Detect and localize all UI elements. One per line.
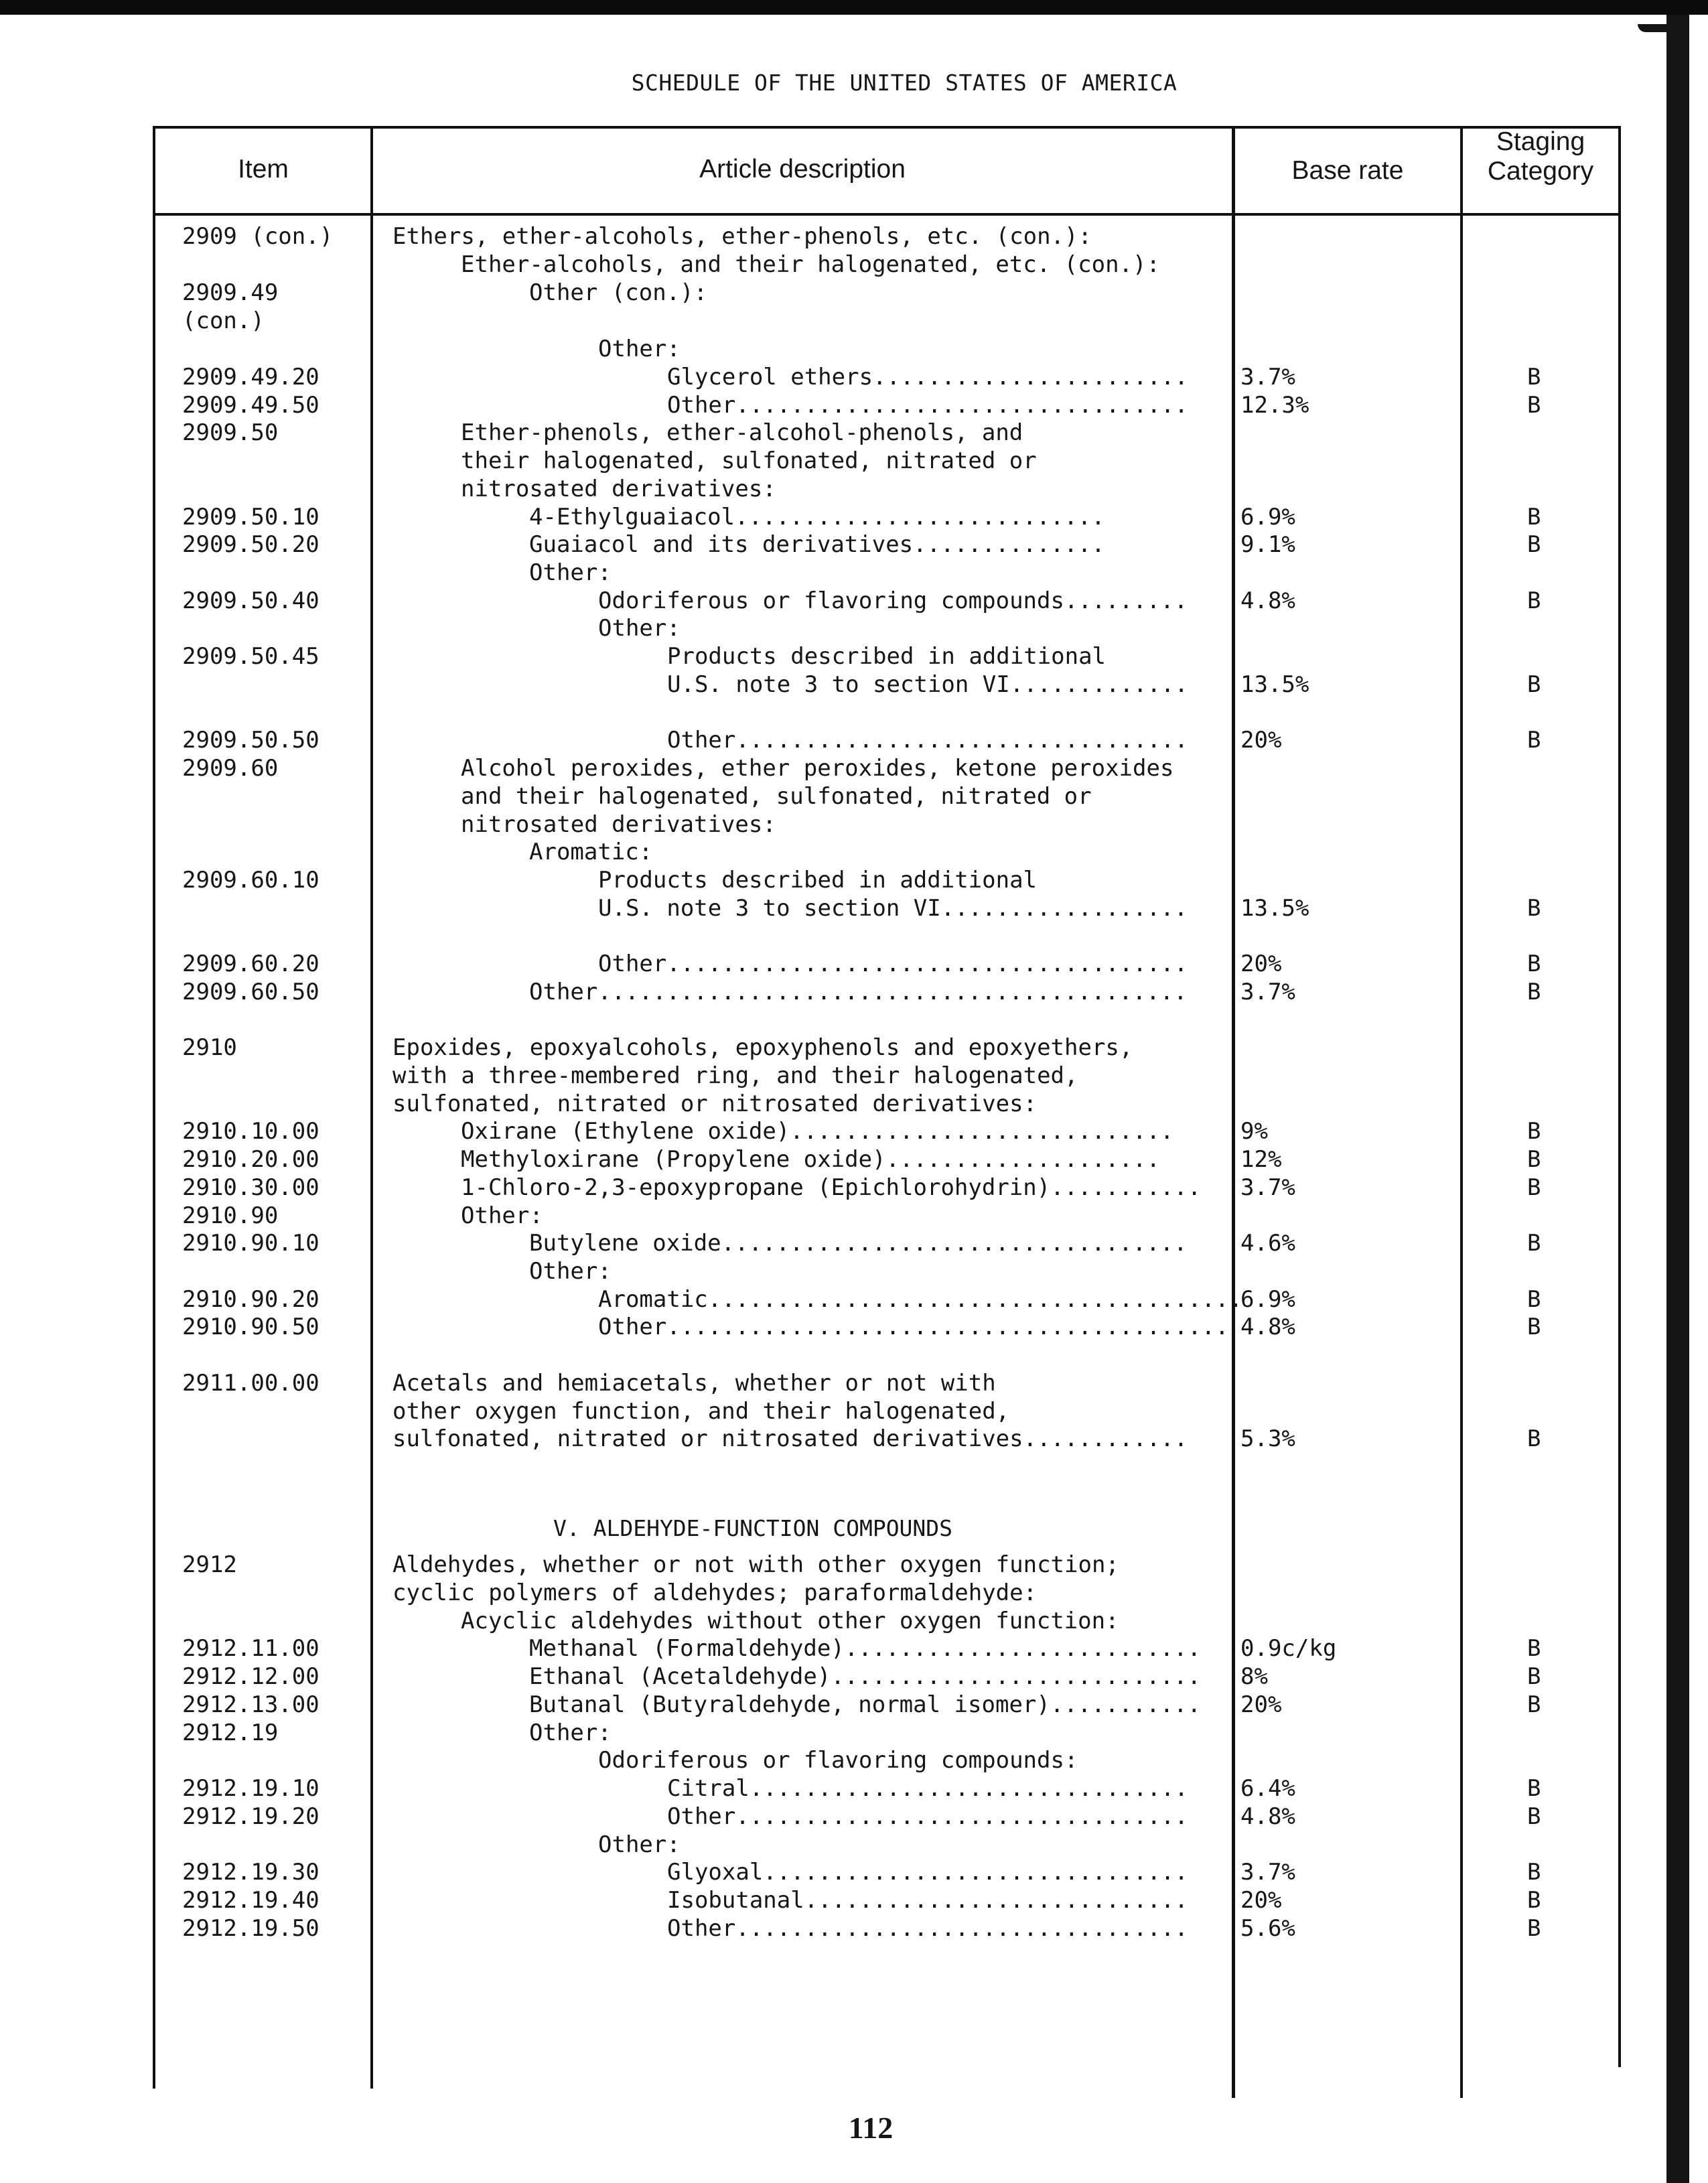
staging-category: B: [1527, 1314, 1541, 1340]
table-row: [0, 447, 1708, 475]
item-code: 2912.19.30: [182, 1859, 319, 1886]
item-code: 2909.60: [182, 755, 279, 782]
article-description: their halogenated, sulfonated, nitrated or: [461, 447, 1037, 474]
item-code: 2910.30.00: [182, 1174, 319, 1201]
table-row: [0, 1607, 1708, 1635]
item-code: 2912.13.00: [182, 1691, 319, 1718]
base-rate: 4.8%: [1240, 1314, 1295, 1340]
table-row: [0, 811, 1708, 839]
staging-category: B: [1527, 895, 1541, 922]
base-rate: 8%: [1240, 1663, 1268, 1690]
header-staging-line2: Category: [1487, 157, 1594, 186]
table-row: [0, 1257, 1708, 1285]
table-row: [0, 671, 1708, 699]
staging-category: B: [1527, 1174, 1541, 1201]
article-description: Ethanal (Acetaldehyde)...........................: [529, 1663, 1202, 1690]
base-rate: 3.7%: [1240, 979, 1295, 1005]
article-description: Ether-phenols, ether-alcohol-phenols, and: [461, 419, 1023, 446]
table-row: [0, 503, 1708, 531]
table-row: [0, 1803, 1708, 1831]
item-code: 2912.19.50: [182, 1915, 319, 1942]
item-code: (con.): [182, 307, 265, 334]
staging-category: B: [1527, 1803, 1541, 1830]
table-row: [0, 391, 1708, 419]
article-description: Oxirane (Ethylene oxide)............................: [461, 1118, 1174, 1145]
article-description: Other:: [598, 336, 681, 362]
staging-category: B: [1527, 1775, 1541, 1802]
item-code: 2909.50.10: [182, 504, 319, 531]
table-row: [0, 307, 1708, 335]
item-code: 2909.60.10: [182, 867, 319, 894]
staging-category: B: [1527, 587, 1541, 614]
table-row: [0, 1090, 1708, 1118]
staging-category: B: [1527, 1663, 1541, 1690]
item-code: 2912.19: [182, 1719, 279, 1746]
article-description: and their halogenated, sulfonated, nitrated or: [461, 783, 1092, 810]
article-description: Butylene oxide..................................: [529, 1230, 1188, 1257]
table-row: [0, 838, 1708, 866]
table-row: [0, 251, 1708, 279]
article-description: Products described in additional: [598, 867, 1038, 894]
item-code: 2912: [182, 1551, 237, 1578]
article-description: Glycerol ethers.......................: [667, 364, 1188, 391]
article-description: Acyclic aldehydes without other oxygen function:: [461, 1608, 1119, 1634]
base-rate: 20%: [1240, 1691, 1282, 1718]
base-rate: 6.9%: [1240, 504, 1295, 531]
table-row: [0, 1369, 1708, 1397]
item-code: 2909.60.50: [182, 979, 319, 1005]
item-code: 2910.20.00: [182, 1146, 319, 1173]
article-description: Other:: [461, 1202, 543, 1229]
article-description: cyclic polymers of aldehydes; paraformaldehyde:: [393, 1579, 1038, 1606]
table-row: [0, 1551, 1708, 1579]
base-rate: 13.5%: [1240, 671, 1309, 698]
header-article-description: Article description: [699, 155, 906, 184]
table-row: [0, 559, 1708, 587]
header-staging-category: [1463, 127, 1618, 186]
table-row: [0, 1285, 1708, 1314]
table-row: [0, 222, 1708, 251]
table-row: [0, 1202, 1708, 1230]
article-description: Other.........................................: [598, 1314, 1229, 1340]
base-rate: 12%: [1240, 1146, 1282, 1173]
table-row: [0, 531, 1708, 559]
header-staging-line1: Staging: [1496, 127, 1585, 156]
article-description: sulfonated, nitrated or nitrosated derivatives............: [393, 1425, 1188, 1452]
header-item: Item: [238, 155, 289, 184]
staging-category: B: [1527, 1286, 1541, 1313]
base-rate: 3.7%: [1240, 364, 1295, 391]
table-row: [0, 754, 1708, 782]
item-code: 2910.90: [182, 1202, 279, 1229]
article-description: Other......................................: [598, 950, 1188, 977]
table-row: [0, 1579, 1708, 1607]
item-code: 2912.19.20: [182, 1803, 319, 1830]
item-code: 2909.49.50: [182, 392, 319, 419]
item-code: 2912.19.40: [182, 1887, 319, 1914]
table-row: [0, 1719, 1708, 1747]
article-description: Ether-alcohols, and their halogenated, etc. (con.):: [461, 251, 1160, 278]
staging-category: B: [1527, 1859, 1541, 1886]
article-description: Isobutanal............................: [667, 1887, 1188, 1914]
item-code: 2909.50.40: [182, 587, 319, 614]
article-description: Aromatic:: [529, 839, 653, 865]
article-description: Products described in additional: [667, 643, 1107, 670]
table-row: [0, 1746, 1708, 1774]
item-code: 2910.90.50: [182, 1314, 319, 1340]
staging-category: B: [1527, 671, 1541, 698]
table-row: [0, 587, 1708, 615]
table-row: [0, 1397, 1708, 1425]
item-code: 2911.00.00: [182, 1370, 319, 1397]
item-code: 2909 (con.): [182, 223, 334, 250]
table-row: [0, 950, 1708, 978]
article-description: 4-Ethylguaiacol...........................: [529, 504, 1105, 531]
article-description: Butanal (Butyraldehyde, normal isomer)...........: [529, 1691, 1202, 1718]
table-row: [0, 1634, 1708, 1663]
table-row: [0, 866, 1708, 894]
staging-category: B: [1527, 1425, 1541, 1452]
article-description: Aromatic.......................................: [598, 1286, 1243, 1313]
table-row: [0, 419, 1708, 447]
article-description: Other:: [598, 1831, 681, 1858]
staging-category: B: [1527, 1887, 1541, 1914]
table-row: [0, 1062, 1708, 1090]
table-row: [0, 782, 1708, 811]
table-row: [0, 1117, 1708, 1145]
article-description: Alcohol peroxides, ether peroxides, ketone peroxides: [461, 755, 1174, 782]
table-row: [0, 894, 1708, 922]
article-description: sulfonated, nitrated or nitrosated derivatives:: [393, 1090, 1038, 1117]
article-description: Other:: [529, 1719, 612, 1746]
item-code: 2912.19.10: [182, 1775, 319, 1802]
staging-category: B: [1527, 504, 1541, 531]
item-code: 2909.49: [182, 279, 279, 306]
article-description: Other:: [529, 1258, 612, 1285]
page-number: 112: [848, 2111, 894, 2145]
item-code: 2909.50.20: [182, 531, 319, 558]
staging-category: B: [1527, 1635, 1541, 1662]
base-rate: 6.9%: [1240, 1286, 1295, 1313]
table-row: [0, 1831, 1708, 1859]
base-rate: 20%: [1240, 950, 1282, 977]
article-description: Other:: [529, 559, 612, 586]
table-row: [0, 1229, 1708, 1257]
staging-category: B: [1527, 1146, 1541, 1173]
article-description: with a three-membered ring, and their halogenated,: [393, 1062, 1078, 1089]
table-row: [0, 1858, 1708, 1886]
table-row: [0, 279, 1708, 307]
table-row: [0, 1145, 1708, 1174]
table-row: [0, 726, 1708, 754]
staging-category: B: [1527, 1118, 1541, 1145]
item-code: 2910.10.00: [182, 1118, 319, 1145]
item-code: 2909.50.50: [182, 727, 319, 754]
article-description: Epoxides, epoxyalcohols, epoxyphenols and epoxyethers,: [393, 1034, 1133, 1061]
article-description: U.S. note 3 to section VI..................: [598, 895, 1188, 922]
staging-category: B: [1527, 1230, 1541, 1257]
article-description: Other.................................: [667, 1803, 1188, 1830]
item-code: 2909.49.20: [182, 364, 319, 391]
article-description: Other.................................: [667, 392, 1188, 419]
staging-category: B: [1527, 727, 1541, 754]
base-rate: 20%: [1240, 727, 1282, 754]
base-rate: 3.7%: [1240, 1859, 1295, 1886]
item-code: 2909.50.45: [182, 643, 319, 670]
table-row: [0, 1034, 1708, 1062]
article-description: Guaiacol and its derivatives..............: [529, 531, 1105, 558]
item-code: 2909.60.20: [182, 950, 319, 977]
base-rate: 4.6%: [1240, 1230, 1295, 1257]
base-rate: 20%: [1240, 1887, 1282, 1914]
base-rate: 4.8%: [1240, 587, 1295, 614]
table-row: [0, 335, 1708, 363]
table-row: [0, 1691, 1708, 1719]
article-description: nitrosated derivatives:: [461, 811, 776, 838]
table-row: [0, 1914, 1708, 1943]
item-code: 2910: [182, 1034, 237, 1061]
item-code: 2912.12.00: [182, 1663, 319, 1690]
article-description: Other.................................: [667, 1915, 1188, 1942]
base-rate: 0.9c/kg: [1240, 1635, 1337, 1662]
staging-category: B: [1527, 531, 1541, 558]
table-row: [0, 363, 1708, 391]
article-description: Glyoxal...............................: [667, 1859, 1188, 1886]
base-rate: 6.4%: [1240, 1775, 1295, 1802]
table-row: [0, 642, 1708, 671]
article-description: Other:: [598, 615, 681, 642]
article-description: Methanal (Formaldehyde)..........................: [529, 1635, 1202, 1662]
table-row: [0, 1313, 1708, 1341]
article-description: Odoriferous or flavoring compounds:: [598, 1747, 1078, 1774]
table-row: [0, 1774, 1708, 1803]
table-row: [0, 1886, 1708, 1914]
section-heading: V. ALDEHYDE-FUNCTION COMPOUNDS: [553, 1515, 953, 1541]
item-code: 2910.90.20: [182, 1286, 319, 1313]
base-rate: 5.3%: [1240, 1425, 1295, 1452]
base-rate: 3.7%: [1240, 1174, 1295, 1201]
article-description: Odoriferous or flavoring compounds.........: [598, 587, 1188, 614]
staging-category: B: [1527, 1691, 1541, 1718]
article-description: Other...........................................: [529, 979, 1188, 1005]
article-description: Methyloxirane (Propylene oxide)....................: [461, 1146, 1160, 1173]
base-rate: 13.5%: [1240, 895, 1309, 922]
table-row: [0, 475, 1708, 503]
article-description: nitrosated derivatives:: [461, 476, 776, 502]
article-description: Ethers, ether-alcohols, ether-phenols, etc. (con.):: [393, 223, 1092, 250]
article-description: Aldehydes, whether or not with other oxygen function;: [393, 1551, 1119, 1578]
article-description: other oxygen function, and their halogenated,: [393, 1398, 1010, 1425]
staging-category: B: [1527, 392, 1541, 419]
article-description: U.S. note 3 to section VI.............: [667, 671, 1188, 698]
item-code: 2909.50: [182, 419, 279, 446]
item-code: 2910.90.10: [182, 1230, 319, 1257]
base-rate: 9%: [1240, 1118, 1268, 1145]
table-row: [0, 1174, 1708, 1202]
base-rate: 9.1%: [1240, 531, 1295, 558]
table-row: [0, 978, 1708, 1006]
header-base-rate: Base rate: [1291, 156, 1404, 185]
page-title: SCHEDULE OF THE UNITED STATES OF AMERICA: [631, 70, 1178, 96]
item-code: 2912.11.00: [182, 1635, 319, 1662]
article-description: Other (con.):: [529, 279, 708, 306]
staging-category: B: [1527, 979, 1541, 1005]
base-rate: 4.8%: [1240, 1803, 1295, 1830]
scan-corner: [1638, 24, 1673, 32]
staging-category: B: [1527, 364, 1541, 391]
staging-category: B: [1527, 1915, 1541, 1942]
scan-top-border: [0, 0, 1708, 15]
base-rate: 5.6%: [1240, 1915, 1295, 1942]
base-rate: 12.3%: [1240, 392, 1309, 419]
staging-category: B: [1527, 950, 1541, 977]
table-row: [0, 614, 1708, 642]
article-description: Citral................................: [667, 1775, 1188, 1802]
article-description: Other.................................: [667, 727, 1188, 754]
article-description: Acetals and hemiacetals, whether or not with: [393, 1370, 996, 1397]
table-row: [0, 1425, 1708, 1453]
table-row: [0, 1663, 1708, 1691]
article-description: 1-Chloro-2,3-epoxypropane (Epichlorohydrin)...........: [461, 1174, 1202, 1201]
